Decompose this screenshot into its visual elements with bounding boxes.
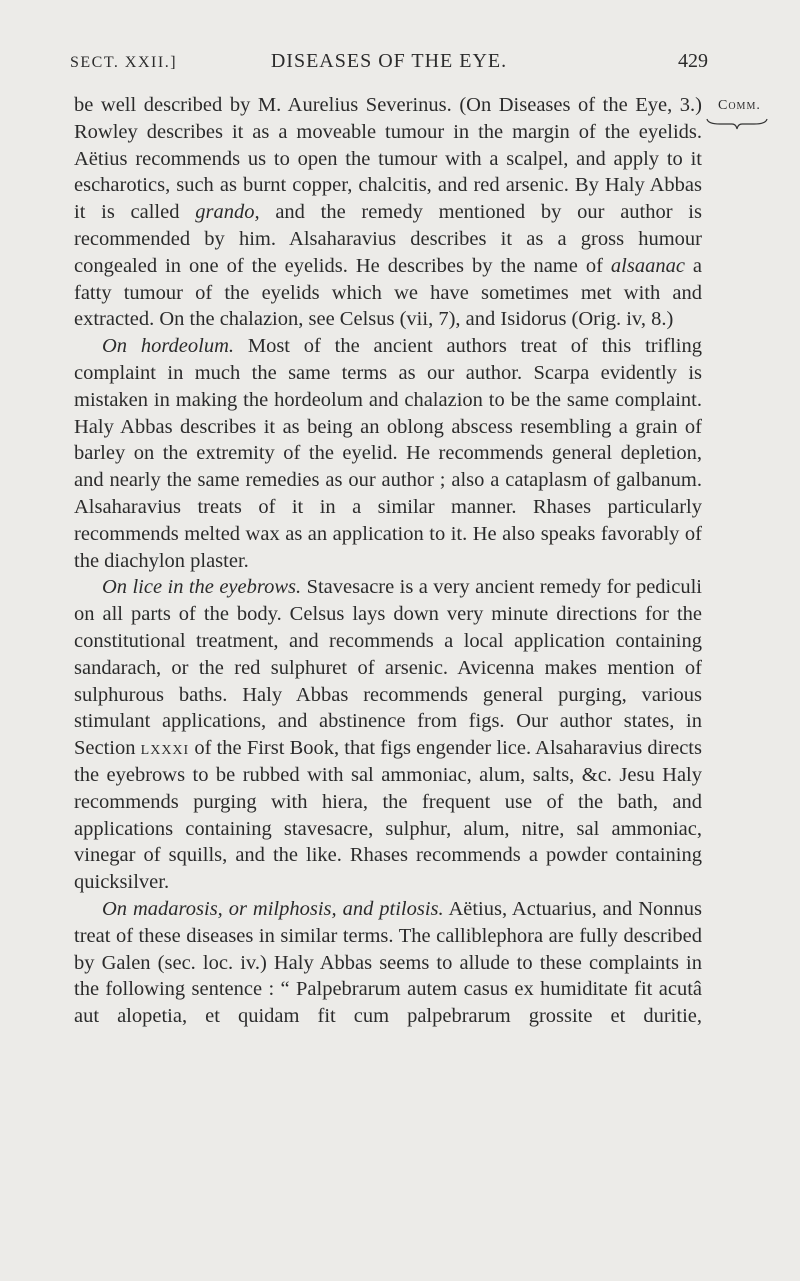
margin-note: Comm. <box>718 98 761 113</box>
paragraph <box>74 574 702 896</box>
page-title: DISEASES OF THE EYE. <box>270 50 508 72</box>
section-label: SECT. XXII.] <box>70 54 178 71</box>
page-number: 429 <box>678 50 708 72</box>
paragraph-text: of the First Book, that figs engender lice. Alsaharavius directs the eyebrows to be rubbed with sal ammoniac, alum, salts, &c. Jesu Haly recommends purging with hiera, the frequent use of the bath, and applications containing stavesacre, sulphur, alum, nitre, sal ammoniac, vinegar of squills, and the like. Rhases recommends a powder containing quicksilver. <box>74 737 702 894</box>
italic-text: On madarosis, or milphosis, and ptilosis. <box>102 897 444 920</box>
italic-text: alsaanac <box>610 254 685 277</box>
brace-icon <box>706 118 768 130</box>
small-caps-text: lxxxi <box>140 737 190 760</box>
paragraph <box>74 896 702 1030</box>
body-text <box>74 92 702 1030</box>
paragraph-text: Aëtius, Actuarius, and Nonnus treat of these diseases in similar terms. The calliblephora are fully described by Galen (sec. loc. iv.) Haly Abbas seems to allude to these complaints in the following sentence : “ Palpebrarum autem casus ex humiditate fit acutâ aut alopetia, et quidam fit cum palpebrarum grossite et duritie, <box>74 897 703 1028</box>
paragraph-text: Most of the ancient authors treat of this trifling complaint in much the same terms as our author. Scarpa evidently is mistaken in making the hordeolum and chalazion to be the same complaint. Haly Abbas describes it as being an oblong abscess resembling a grain of barley on the extremity of the eyelid. He recommends general depletion, and nearly the same remedies as our author ; also a cataplasm of galbanum. Alsaharavius treats of it in a similar manner. Rhases particularly recommends melted wax as an application to it. He also speaks favorably of the diachylon plaster. <box>74 335 703 572</box>
paragraph-text: a fatty tumour of the eyelids which we have sometimes met with and extracted. On the chalazion, see Celsus (vii, 7), and Isidorus (Orig. iv, 8.) <box>74 254 702 331</box>
paragraph-text: Stavesacre is a very ancient remedy for pediculi on all parts of the body. Celsus lays down very minute directions for the constitutional treatment, and recommends a local application containing sandarach, or the red sulphuret of arsenic. Avicenna makes mention of sulphurous baths. Haly Abbas recommends general purging, various stimulant applications, and abstinence from figs. Our author states, in Section <box>74 576 702 760</box>
paragraph <box>74 333 702 574</box>
italic-text: grando, <box>195 201 260 224</box>
italic-text: On hordeolum. <box>102 335 235 358</box>
paragraph-text: and the remedy mentioned by our author is recommended by him. Alsaharavius describes it as a gross humour congealed in one of the eyelids. He describes by the name of <box>74 201 702 277</box>
running-header <box>70 50 708 76</box>
italic-text: On lice in the eyebrows. <box>102 576 302 599</box>
paragraph <box>74 92 702 333</box>
paragraph-text: be well described by M. Aurelius Severinus. (On Diseases of the Eye, 3.) Rowley describes it as a moveable tumour in the margin of the eyelids. Aëtius recommends us to open the tumour with a scalpel, and apply to it escharotics, such as burnt copper, chalcitis, and red arsenic. By Haly Abbas it is called <box>74 94 702 224</box>
